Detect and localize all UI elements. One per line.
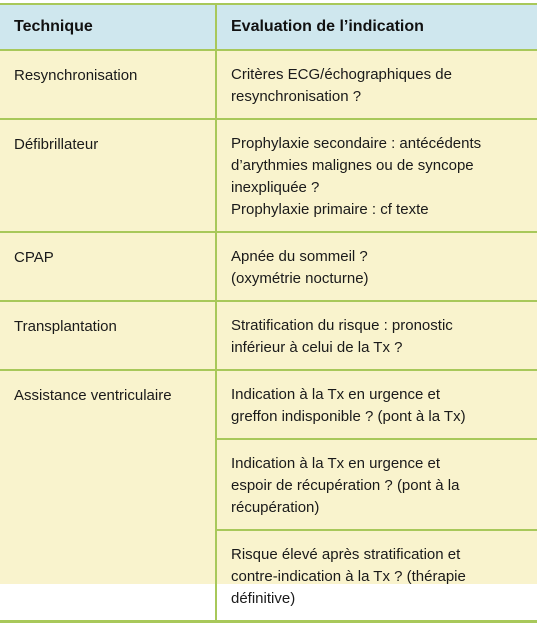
evaluation-cell: Stratification du risque : pronostic inférieur à celui de la Tx ? [231, 317, 453, 356]
evaluation-cell: Apnée du sommeil ? (oxymétrie nocturne) [231, 248, 369, 287]
evaluation-cell: Indication à la Tx en urgence et espoir de récupération ? (pont à la récupération) [217, 438, 537, 529]
table-row [0, 302, 537, 371]
technique-cell: Assistance ventriculaire [14, 387, 172, 404]
evaluation-column [215, 371, 537, 620]
evaluation-cell: Critères ECG/échographiques de resynchronisation ? [231, 66, 452, 105]
technique-cell: Transplantation [14, 318, 117, 335]
header-technique: Technique [14, 18, 93, 35]
evaluation-cell: Risque élevé après stratification et contre-indication à la Tx ? (thérapie définitive) [217, 529, 537, 620]
evaluation-column [215, 120, 537, 231]
evaluation-column [215, 51, 537, 118]
header-evaluation: Evaluation de l’indication [215, 5, 537, 49]
evaluation-column [215, 302, 537, 369]
evaluation-column [215, 233, 537, 300]
evaluation-cell: Indication à la Tx en urgence et greffon indisponible ? (pont à la Tx) [231, 386, 466, 425]
technique-cell: Resynchronisation [14, 67, 138, 84]
table-row [0, 120, 537, 233]
evaluation-cell: Prophylaxie secondaire : antécédents d’arythmies malignes ou de syncope inexpliquée ? Prophylaxie primaire : cf texte [231, 135, 482, 218]
table-row [0, 51, 537, 120]
technique-cell: CPAP [14, 249, 54, 266]
table-row [0, 233, 537, 302]
table-row [0, 371, 537, 623]
technique-cell: Défibrillateur [14, 136, 99, 153]
table-header [0, 5, 537, 51]
